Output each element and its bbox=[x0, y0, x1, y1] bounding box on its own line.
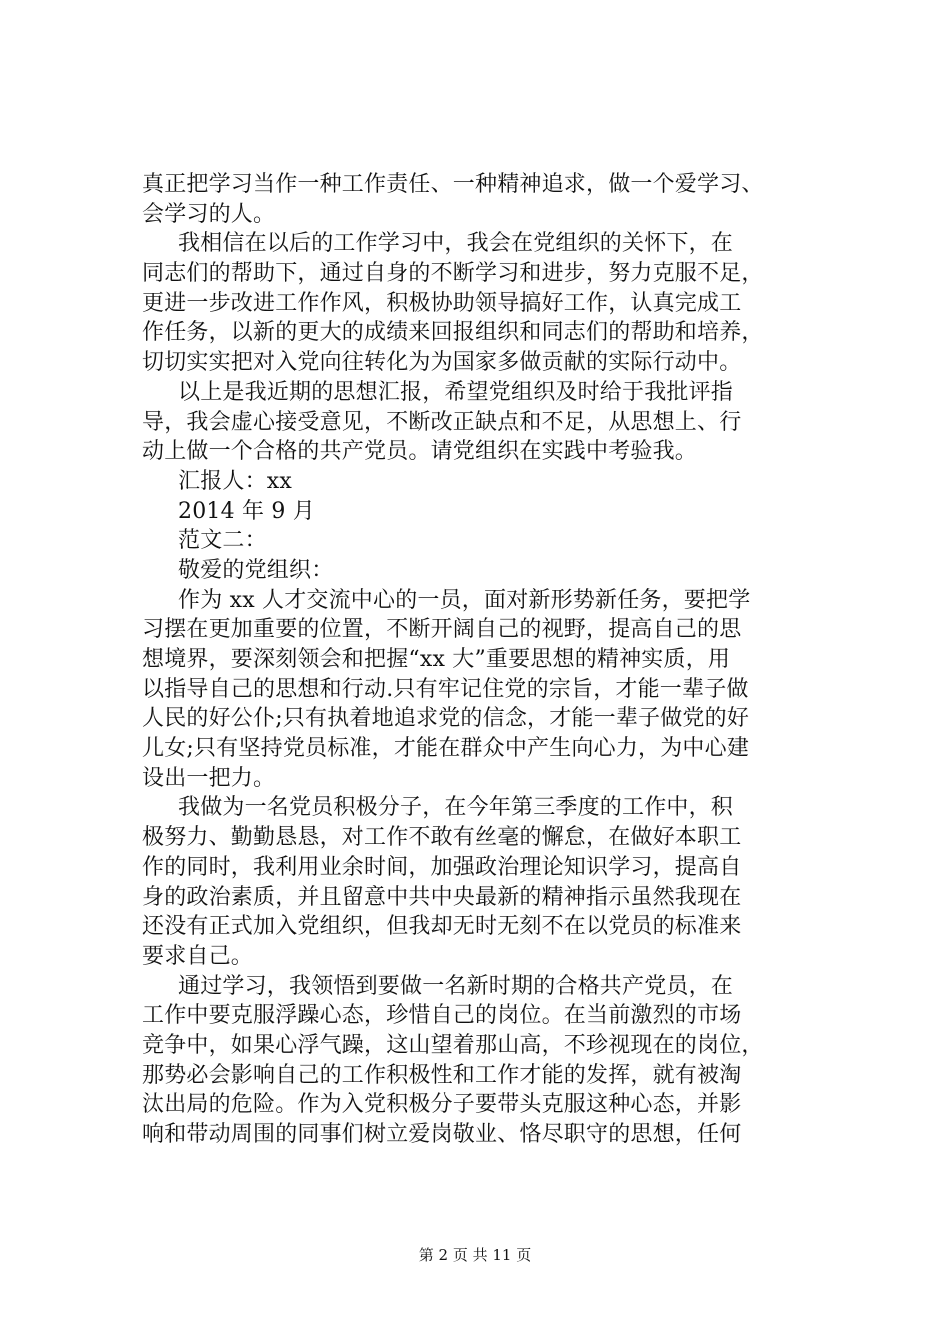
text-line: 导，我会虚心接受意见，不断改正缺点和不足，从思想上、行 bbox=[142, 409, 742, 435]
text-line: 我相信在以后的工作学习中，我会在党组织的关怀下，在 bbox=[178, 231, 734, 257]
text-line: 工作中要克服浮躁心态，珍惜自己的岗位。在当前激烈的市场 bbox=[142, 1003, 742, 1029]
page-footer bbox=[0, 1244, 950, 1265]
text-line: 极努力、勤勤恳恳，对工作不敢有丝毫的懈怠，在做好本职工 bbox=[142, 825, 742, 851]
text-line: 人民的好公仆;只有执着地追求党的信念，才能一辈子做党的好 bbox=[142, 706, 750, 732]
text-line: 响和带动周围的同事们树立爱岗敬业、恪尽职守的思想，任何 bbox=[142, 1122, 742, 1147]
text-line: 那势必会影响自己的工作积极性和工作才能的发挥，就有被淘 bbox=[142, 1062, 742, 1088]
page-number-label: 第 2 页 共 11 页 bbox=[418, 1246, 532, 1264]
text-line: 身的政治素质，并且留意中共中央最新的精神指示虽然我现在 bbox=[142, 884, 742, 910]
text-line: 2014 年 9 月 bbox=[178, 498, 315, 524]
text-line: 习摆在更加重要的位置，不断开阔自己的视野，提高自己的思 bbox=[142, 617, 742, 643]
text-line: 作的同时，我利用业余时间，加强政治理论知识学习，提高自 bbox=[142, 854, 742, 880]
text-line: 同志们的帮助下，通过自身的不断学习和进步，努力克服不足， bbox=[142, 261, 764, 287]
text-line: 儿女;只有坚持党员标准，才能在群众中产生向心力，为中心建 bbox=[142, 736, 750, 762]
text-line: 动上做一个合格的共产党员。请党组织在实践中考验我。 bbox=[142, 439, 698, 465]
text-line: 作任务，以新的更大的成绩来回报组织和同志们的帮助和培养， bbox=[142, 320, 764, 346]
text-line: 切切实实把对入党向往转化为为国家多做贡献的实际行动中。 bbox=[142, 350, 742, 376]
text-line: 更进一步改进工作作风，积极协助领导搞好工作，认真完成工 bbox=[142, 290, 742, 316]
text-line: 敬爱的党组织： bbox=[178, 557, 334, 583]
text-line: 想境界，要深刻领会和把握“xx 大”重要思想的精神实质，用 bbox=[142, 647, 731, 672]
document-body bbox=[142, 170, 832, 1150]
text-line: 以指导自己的思想和行动.只有牢记住党的宗旨，才能一辈子做 bbox=[142, 676, 749, 702]
text-line: 汇报人：xx bbox=[178, 468, 293, 494]
text-line: 通过学习，我领悟到要做一名新时期的合格共产党员，在 bbox=[178, 973, 734, 999]
text-line: 范文二： bbox=[178, 528, 267, 554]
text-line: 要求自己。 bbox=[142, 943, 254, 969]
text-line: 会学习的人。 bbox=[142, 201, 276, 227]
text-line: 我做为一名党员积极分子，在今年第三季度的工作中，积 bbox=[178, 795, 734, 821]
text-line: 还没有正式加入党组织，但我却无时无刻不在以党员的标准来 bbox=[142, 914, 742, 940]
text-line: 真正把学习当作一种工作责任、一种精神追求，做一个爱学习、 bbox=[142, 172, 764, 197]
text-line: 汰出局的危险。作为入党积极分子要带头克服这种心态，并影 bbox=[142, 1092, 742, 1118]
text-line: 以上是我近期的思想汇报，希望党组织及时给于我批评指 bbox=[178, 379, 734, 405]
text-line: 竞争中，如果心浮气躁，这山望着那山高，不珍视现在的岗位， bbox=[142, 1032, 764, 1058]
text-line: 作为 xx 人才交流中心的一员，面对新形势新任务，要把学 bbox=[178, 587, 751, 613]
text-line: 设出一把力。 bbox=[142, 765, 276, 791]
